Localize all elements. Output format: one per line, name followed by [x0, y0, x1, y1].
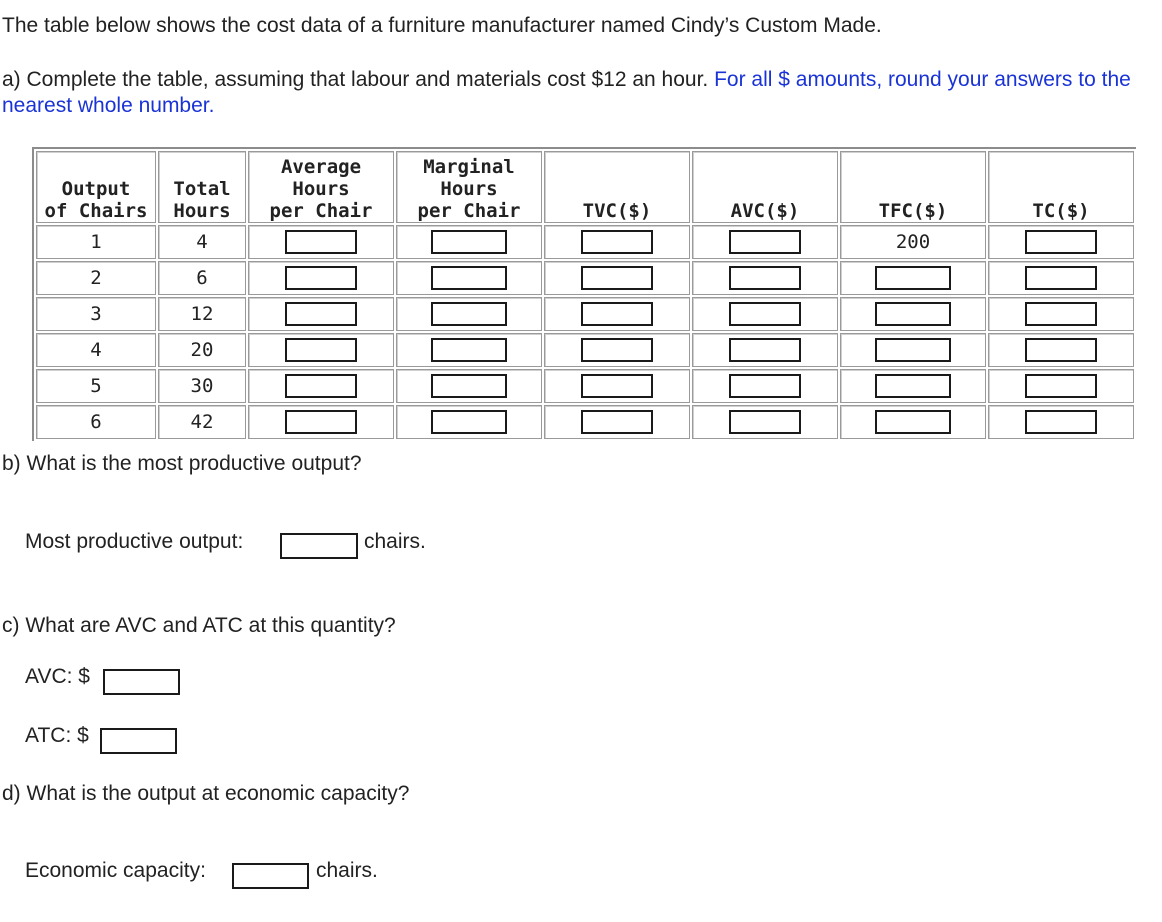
marginal-hours-input-cell — [396, 261, 542, 295]
header-line: of Chairs — [44, 200, 148, 222]
header-line: Total — [173, 178, 231, 200]
avc-input-cell-cell — [692, 261, 838, 295]
marginal-hours-input-cell — [396, 369, 542, 403]
header-marginal-hours — [396, 151, 542, 223]
tvc-input[interactable] — [581, 302, 653, 326]
tvc-input-cell — [544, 297, 690, 331]
marginal-hours-input-cell — [396, 405, 542, 439]
tvc-input[interactable] — [581, 410, 653, 434]
tc-input[interactable] — [1025, 338, 1097, 362]
total-hours-cell: 30 — [158, 369, 246, 403]
tvc-input-cell — [544, 225, 690, 259]
output-cell: 6 — [36, 405, 156, 439]
avc-input-cell[interactable] — [729, 302, 801, 326]
average-hours-input[interactable] — [285, 374, 357, 398]
average-hours-input-cell — [248, 369, 394, 403]
part-b-question: b) What is the most productive output? — [2, 452, 362, 475]
tfc-input[interactable] — [875, 266, 951, 290]
intro-text: The table below shows the cost data of a furniture manufacturer named Cindy’s Custom Made. — [2, 14, 882, 37]
atc-input[interactable] — [100, 728, 177, 754]
total-hours-cell: 42 — [158, 405, 246, 439]
most-productive-label: Most productive output: — [25, 530, 244, 553]
avc-input-cell-cell — [692, 225, 838, 259]
tc-input-cell — [988, 261, 1134, 295]
avc-label: AVC: $ — [25, 665, 90, 688]
avc-input-cell-cell — [692, 297, 838, 331]
total-hours-cell: 4 — [158, 225, 246, 259]
table-row — [36, 225, 1134, 259]
header-tc — [988, 151, 1134, 223]
table-row — [36, 297, 1134, 331]
average-hours-input[interactable] — [285, 266, 357, 290]
tfc-input[interactable] — [875, 410, 951, 434]
marginal-hours-input-cell — [396, 333, 542, 367]
table-row — [36, 369, 1134, 403]
tvc-input-cell — [544, 369, 690, 403]
header-line: TFC($) — [878, 200, 948, 222]
header-avc — [692, 151, 838, 223]
tfc-input-cell — [840, 261, 986, 295]
marginal-hours-input[interactable] — [431, 302, 507, 326]
avc-input-cell[interactable] — [729, 266, 801, 290]
avc-input-cell[interactable] — [729, 410, 801, 434]
tc-input[interactable] — [1025, 302, 1097, 326]
tvc-input[interactable] — [581, 230, 653, 254]
output-cell: 3 — [36, 297, 156, 331]
marginal-hours-input[interactable] — [431, 374, 507, 398]
most-productive-input[interactable] — [280, 533, 358, 559]
average-hours-input-cell — [248, 261, 394, 295]
header-line: TVC($) — [582, 200, 652, 222]
avc-input-cell-cell — [692, 369, 838, 403]
part-a-text: a) Complete the table, assuming that labour and materials cost $12 an hour. — [2, 68, 709, 91]
cost-table — [32, 147, 1136, 441]
header-line: Marginal — [423, 156, 515, 178]
average-hours-input[interactable] — [285, 338, 357, 362]
avc-input[interactable] — [103, 669, 180, 695]
total-hours-cell: 20 — [158, 333, 246, 367]
header-line: Hours — [292, 178, 350, 200]
marginal-hours-input[interactable] — [431, 266, 507, 290]
total-hours-cell: 12 — [158, 297, 246, 331]
header-line: AVC($) — [730, 200, 800, 222]
part-c-question: c) What are AVC and ATC at this quantity? — [2, 614, 396, 637]
output-cell: 5 — [36, 369, 156, 403]
header-line: Hours — [173, 200, 231, 222]
marginal-hours-input[interactable] — [431, 410, 507, 434]
economic-capacity-unit: chairs. — [316, 859, 378, 882]
marginal-hours-input[interactable] — [431, 230, 507, 254]
average-hours-input[interactable] — [285, 230, 357, 254]
tvc-input-cell — [544, 405, 690, 439]
tvc-input[interactable] — [581, 338, 653, 362]
average-hours-input[interactable] — [285, 410, 357, 434]
tc-input[interactable] — [1025, 266, 1097, 290]
tc-input-cell — [988, 333, 1134, 367]
header-tvc — [544, 151, 690, 223]
tc-input-cell — [988, 297, 1134, 331]
economic-capacity-label: Economic capacity: — [25, 859, 206, 882]
header-total-hours — [158, 151, 246, 223]
tfc-input-cell — [840, 405, 986, 439]
part-d-question: d) What is the output at economic capacity? — [2, 782, 410, 805]
tc-input[interactable] — [1025, 230, 1097, 254]
table-header-row — [36, 151, 1134, 223]
marginal-hours-input-cell — [396, 225, 542, 259]
marginal-hours-input-cell — [396, 297, 542, 331]
atc-label: ATC: $ — [25, 724, 89, 747]
rounding-hint: For all $ amounts, round your answers to the nearest whole number. — [2, 68, 1131, 117]
output-cell: 1 — [36, 225, 156, 259]
avc-input-cell-cell — [692, 405, 838, 439]
avc-input-cell-cell — [692, 333, 838, 367]
avc-input-cell[interactable] — [729, 338, 801, 362]
header-line: per Chair — [417, 200, 521, 222]
header-line: per Chair — [269, 200, 373, 222]
tc-input[interactable] — [1025, 374, 1097, 398]
header-average-hours — [248, 151, 394, 223]
tvc-input[interactable] — [581, 374, 653, 398]
part-a-instructions — [2, 67, 1152, 119]
header-output — [36, 151, 156, 223]
tfc-input[interactable] — [875, 338, 951, 362]
total-hours-cell: 6 — [158, 261, 246, 295]
economic-capacity-input[interactable] — [232, 863, 309, 889]
tfc-input[interactable] — [875, 374, 951, 398]
tfc-input[interactable] — [875, 302, 951, 326]
avc-input-cell[interactable] — [729, 374, 801, 398]
tfc-value-cell: 200 — [840, 225, 986, 259]
average-hours-input-cell — [248, 405, 394, 439]
table-row — [36, 261, 1134, 295]
header-line: TC($) — [1032, 200, 1090, 222]
table-row — [36, 333, 1134, 367]
tfc-input-cell — [840, 333, 986, 367]
tvc-input-cell — [544, 261, 690, 295]
average-hours-input-cell — [248, 333, 394, 367]
avc-input-cell[interactable] — [729, 230, 801, 254]
table-row — [36, 405, 1134, 439]
tc-input-cell — [988, 369, 1134, 403]
tc-input-cell — [988, 225, 1134, 259]
marginal-hours-input[interactable] — [431, 338, 507, 362]
tfc-input-cell — [840, 369, 986, 403]
average-hours-input-cell — [248, 297, 394, 331]
tc-input[interactable] — [1025, 410, 1097, 434]
header-line: Hours — [440, 178, 498, 200]
header-line: Output — [61, 178, 131, 200]
average-hours-input-cell — [248, 225, 394, 259]
header-tfc — [840, 151, 986, 223]
average-hours-input[interactable] — [285, 302, 357, 326]
tvc-input[interactable] — [581, 266, 653, 290]
tvc-input-cell — [544, 333, 690, 367]
output-cell: 4 — [36, 333, 156, 367]
tfc-input-cell — [840, 297, 986, 331]
tc-input-cell — [988, 405, 1134, 439]
table-body — [36, 225, 1134, 439]
output-cell: 2 — [36, 261, 156, 295]
header-line: Average — [280, 156, 362, 178]
most-productive-unit: chairs. — [364, 530, 426, 553]
